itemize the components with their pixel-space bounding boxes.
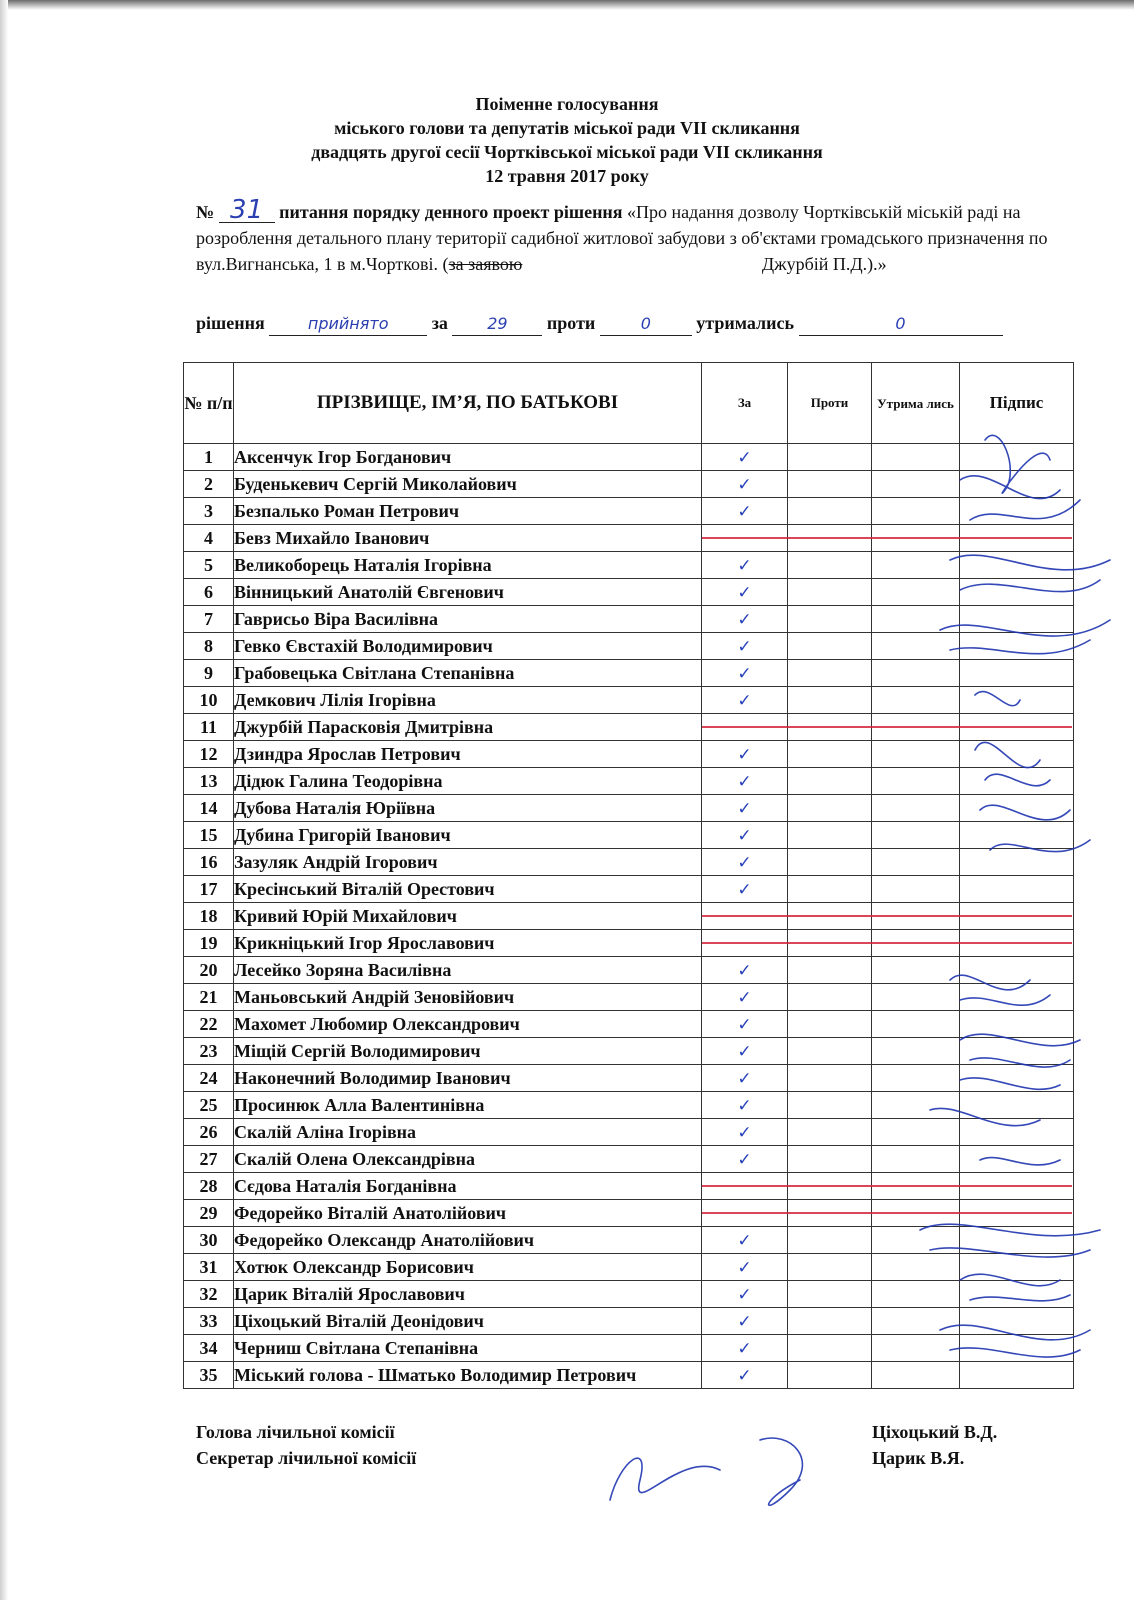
item-label: питання порядку денного проект рішення bbox=[279, 202, 623, 222]
check-mark-icon: ✓ bbox=[737, 555, 752, 576]
row-vote-against bbox=[788, 1119, 872, 1146]
row-signature bbox=[960, 984, 1074, 1011]
table-row bbox=[184, 957, 1074, 984]
row-vote-abstained bbox=[872, 579, 960, 606]
row-vote-for bbox=[702, 957, 788, 984]
table-row bbox=[184, 714, 1074, 741]
header-title: Поіменне голосування bbox=[475, 94, 659, 114]
row-vote-against bbox=[788, 687, 872, 714]
table-row bbox=[184, 1200, 1074, 1227]
row-name: Кресінський Віталій Орестович bbox=[234, 876, 702, 903]
row-signature bbox=[960, 1038, 1074, 1065]
decision-label: рішення bbox=[196, 313, 265, 333]
row-signature bbox=[960, 1146, 1074, 1173]
against-value: 0 bbox=[600, 313, 692, 336]
table-row bbox=[184, 1011, 1074, 1038]
row-vote-abstained bbox=[872, 1038, 960, 1065]
table-row bbox=[184, 768, 1074, 795]
table-row bbox=[184, 579, 1074, 606]
row-vote-for bbox=[702, 768, 788, 795]
row-name: Махомет Любомир Олександрович bbox=[234, 1011, 702, 1038]
row-number: 6 bbox=[184, 579, 234, 606]
row-vote-abstained bbox=[872, 741, 960, 768]
row-vote-abstained bbox=[872, 498, 960, 525]
row-vote-for bbox=[702, 1281, 788, 1308]
row-vote-abstained bbox=[872, 957, 960, 984]
row-vote-for bbox=[702, 579, 788, 606]
row-signature bbox=[960, 1254, 1074, 1281]
scan-edge bbox=[0, 0, 1134, 10]
check-mark-icon: ✓ bbox=[737, 1311, 752, 1332]
check-mark-icon: ✓ bbox=[737, 1257, 752, 1278]
check-mark-icon: ✓ bbox=[737, 1068, 752, 1089]
col-header-number: № п/п bbox=[184, 363, 234, 444]
row-vote-for bbox=[702, 1308, 788, 1335]
row-vote-abstained bbox=[872, 822, 960, 849]
row-name: Федорейко Олександр Анатолійович bbox=[234, 1227, 702, 1254]
table-row bbox=[184, 606, 1074, 633]
row-number: 22 bbox=[184, 1011, 234, 1038]
row-vote-for bbox=[702, 1362, 788, 1389]
row-signature bbox=[960, 957, 1074, 984]
check-mark-icon: ✓ bbox=[737, 636, 752, 657]
row-name: Гаврисьо Віра Василівна bbox=[234, 606, 702, 633]
row-vote-for bbox=[702, 1119, 788, 1146]
row-vote-against bbox=[788, 606, 872, 633]
check-mark-icon: ✓ bbox=[737, 663, 752, 684]
table-row bbox=[184, 849, 1074, 876]
row-signature bbox=[960, 876, 1074, 903]
row-vote-abstained bbox=[872, 606, 960, 633]
agenda-item bbox=[196, 195, 1091, 277]
row-name: Просинюк Алла Валентинівна bbox=[234, 1092, 702, 1119]
check-mark-icon: ✓ bbox=[737, 1041, 752, 1062]
table-row bbox=[184, 903, 1074, 930]
row-name: Скалій Олена Олександрівна bbox=[234, 1146, 702, 1173]
row-number: 29 bbox=[184, 1200, 234, 1227]
row-name: Зазуляк Андрій Ігорович bbox=[234, 849, 702, 876]
row-vote-abstained bbox=[872, 1146, 960, 1173]
table-row bbox=[184, 1308, 1074, 1335]
row-number: 1 bbox=[184, 444, 234, 471]
table-row bbox=[184, 471, 1074, 498]
table-row bbox=[184, 930, 1074, 957]
row-vote-against bbox=[788, 1254, 872, 1281]
row-number: 16 bbox=[184, 849, 234, 876]
commission-footer bbox=[196, 1419, 1056, 1471]
row-name: Скалій Аліна Ігорівна bbox=[234, 1119, 702, 1146]
row-vote-for bbox=[702, 471, 788, 498]
row-name: Наконечний Володимир Іванович bbox=[234, 1065, 702, 1092]
row-vote-for bbox=[702, 687, 788, 714]
row-name: Безпалько Роман Петрович bbox=[234, 498, 702, 525]
table-row bbox=[184, 1227, 1074, 1254]
check-mark-icon: ✓ bbox=[737, 744, 752, 765]
chair-name: Ціхоцький В.Д. bbox=[872, 1422, 998, 1442]
row-number: 20 bbox=[184, 957, 234, 984]
col-header-for: За bbox=[702, 363, 788, 444]
row-name: Демкович Лілія Ігорівна bbox=[234, 687, 702, 714]
row-vote-for bbox=[702, 795, 788, 822]
row-name: Аксенчук Ігор Богданович bbox=[234, 444, 702, 471]
table-row bbox=[184, 984, 1074, 1011]
row-name: Лесейко Зоряна Василівна bbox=[234, 957, 702, 984]
row-vote-against bbox=[788, 1146, 872, 1173]
row-vote-against bbox=[788, 660, 872, 687]
row-vote-abstained bbox=[872, 849, 960, 876]
row-vote-against bbox=[788, 444, 872, 471]
absent-strike-line bbox=[702, 726, 1072, 728]
row-vote-for bbox=[702, 876, 788, 903]
row-vote-for bbox=[702, 498, 788, 525]
row-vote-for bbox=[702, 1227, 788, 1254]
row-vote-against bbox=[788, 633, 872, 660]
row-vote-abstained bbox=[872, 1065, 960, 1092]
row-name: Великоборець Наталія Ігорівна bbox=[234, 552, 702, 579]
row-number: 23 bbox=[184, 1038, 234, 1065]
row-vote-against bbox=[788, 1335, 872, 1362]
check-mark-icon: ✓ bbox=[737, 1122, 752, 1143]
item-number-label: № bbox=[196, 202, 215, 222]
item-number-handwritten: 31 bbox=[219, 198, 275, 223]
row-signature bbox=[960, 1119, 1074, 1146]
table-row bbox=[184, 741, 1074, 768]
row-name: Сєдова Наталія Богданівна bbox=[234, 1173, 702, 1200]
table-row bbox=[184, 1362, 1074, 1389]
row-vote-against bbox=[788, 1065, 872, 1092]
row-vote-against bbox=[788, 849, 872, 876]
row-signature bbox=[960, 822, 1074, 849]
row-signature bbox=[960, 633, 1074, 660]
row-number: 4 bbox=[184, 525, 234, 552]
table-row bbox=[184, 1281, 1074, 1308]
row-vote-for bbox=[702, 1146, 788, 1173]
row-vote-against bbox=[788, 1092, 872, 1119]
table-row bbox=[184, 498, 1074, 525]
row-number: 27 bbox=[184, 1146, 234, 1173]
check-mark-icon: ✓ bbox=[737, 1095, 752, 1116]
table-header-row bbox=[184, 363, 1074, 444]
check-mark-icon: ✓ bbox=[737, 447, 752, 468]
row-signature bbox=[960, 1308, 1074, 1335]
row-vote-for bbox=[702, 903, 788, 930]
row-signature bbox=[960, 1011, 1074, 1038]
row-vote-against bbox=[788, 768, 872, 795]
row-vote-abstained bbox=[872, 687, 960, 714]
row-vote-abstained bbox=[872, 1335, 960, 1362]
row-name: Хотюк Олександр Борисович bbox=[234, 1254, 702, 1281]
row-vote-against bbox=[788, 741, 872, 768]
row-vote-for bbox=[702, 1254, 788, 1281]
row-number: 14 bbox=[184, 795, 234, 822]
table-row bbox=[184, 1119, 1074, 1146]
check-mark-icon: ✓ bbox=[737, 1230, 752, 1251]
row-number: 25 bbox=[184, 1092, 234, 1119]
row-vote-against bbox=[788, 957, 872, 984]
row-number: 2 bbox=[184, 471, 234, 498]
row-name: Дубина Григорій Іванович bbox=[234, 822, 702, 849]
check-mark-icon: ✓ bbox=[737, 771, 752, 792]
table-body bbox=[184, 444, 1074, 1389]
table-row bbox=[184, 687, 1074, 714]
check-mark-icon: ✓ bbox=[737, 960, 752, 981]
secretary-label: Секретар лічильної комісії bbox=[196, 1448, 417, 1468]
row-name: Буденькевич Сергій Миколайович bbox=[234, 471, 702, 498]
row-number: 32 bbox=[184, 1281, 234, 1308]
row-vote-abstained bbox=[872, 660, 960, 687]
for-label: за bbox=[431, 313, 448, 333]
absent-strike-line bbox=[702, 915, 1072, 917]
row-signature bbox=[960, 795, 1074, 822]
row-name: Маньовський Андрій Зеновійович bbox=[234, 984, 702, 1011]
row-number: 13 bbox=[184, 768, 234, 795]
row-vote-against bbox=[788, 579, 872, 606]
row-number: 15 bbox=[184, 822, 234, 849]
row-vote-for bbox=[702, 1092, 788, 1119]
row-vote-for bbox=[702, 660, 788, 687]
table-row bbox=[184, 1065, 1074, 1092]
row-vote-against bbox=[788, 471, 872, 498]
row-signature bbox=[960, 687, 1074, 714]
row-vote-abstained bbox=[872, 795, 960, 822]
row-number: 33 bbox=[184, 1308, 234, 1335]
row-signature bbox=[960, 444, 1074, 471]
row-vote-against bbox=[788, 876, 872, 903]
row-signature bbox=[960, 579, 1074, 606]
row-vote-for bbox=[702, 525, 788, 552]
row-vote-abstained bbox=[872, 552, 960, 579]
table-row bbox=[184, 1254, 1074, 1281]
row-vote-for bbox=[702, 1065, 788, 1092]
row-signature bbox=[960, 1362, 1074, 1389]
col-header-abstained: Утрима лись bbox=[872, 363, 960, 444]
row-vote-for bbox=[702, 849, 788, 876]
row-vote-for bbox=[702, 822, 788, 849]
row-name: Дзиндра Ярослав Петрович bbox=[234, 741, 702, 768]
check-mark-icon: ✓ bbox=[737, 879, 752, 900]
table-row bbox=[184, 1146, 1074, 1173]
row-vote-for bbox=[702, 633, 788, 660]
check-mark-icon: ✓ bbox=[737, 852, 752, 873]
row-name: Дубова Наталія Юріївна bbox=[234, 795, 702, 822]
voting-table bbox=[183, 362, 1074, 1389]
row-number: 8 bbox=[184, 633, 234, 660]
abstained-value: 0 bbox=[799, 313, 1003, 336]
row-vote-abstained bbox=[872, 1281, 960, 1308]
col-header-signature: Підпис bbox=[960, 363, 1074, 444]
against-label: проти bbox=[546, 313, 596, 333]
col-header-against: Проти bbox=[788, 363, 872, 444]
check-mark-icon: ✓ bbox=[737, 501, 752, 522]
check-mark-icon: ✓ bbox=[737, 474, 752, 495]
table-row bbox=[184, 552, 1074, 579]
table-row bbox=[184, 1092, 1074, 1119]
check-mark-icon: ✓ bbox=[737, 1338, 752, 1359]
item-text-end: Джурбій П.Д.).» bbox=[757, 254, 887, 274]
row-vote-for bbox=[702, 741, 788, 768]
row-name: Джурбій Парасковія Дмитрівна bbox=[234, 714, 702, 741]
absent-strike-line bbox=[702, 1212, 1072, 1214]
row-number: 26 bbox=[184, 1119, 234, 1146]
row-number: 3 bbox=[184, 498, 234, 525]
row-vote-for bbox=[702, 552, 788, 579]
row-vote-abstained bbox=[872, 444, 960, 471]
row-signature bbox=[960, 1335, 1074, 1362]
row-signature bbox=[960, 471, 1074, 498]
row-signature bbox=[960, 849, 1074, 876]
row-number: 28 bbox=[184, 1173, 234, 1200]
row-vote-for bbox=[702, 444, 788, 471]
row-number: 11 bbox=[184, 714, 234, 741]
check-mark-icon: ✓ bbox=[737, 798, 752, 819]
row-name: Міський голова - Шматько Володимир Петрович bbox=[234, 1362, 702, 1389]
secretary-name: Царик В.Я. bbox=[872, 1448, 965, 1468]
table-row bbox=[184, 1038, 1074, 1065]
row-vote-abstained bbox=[872, 1011, 960, 1038]
row-signature bbox=[960, 741, 1074, 768]
row-signature bbox=[960, 1281, 1074, 1308]
row-number: 21 bbox=[184, 984, 234, 1011]
row-name: Черниш Світлана Степанівна bbox=[234, 1335, 702, 1362]
row-name: Вінницький Анатолій Євгенович bbox=[234, 579, 702, 606]
row-name: Гевко Євстахій Володимирович bbox=[234, 633, 702, 660]
row-vote-abstained bbox=[872, 1254, 960, 1281]
row-name: Кривий Юрій Михайлович bbox=[234, 903, 702, 930]
row-name: Крикніцький Ігор Ярославович bbox=[234, 930, 702, 957]
row-vote-for bbox=[702, 1038, 788, 1065]
absent-strike-line bbox=[702, 1185, 1072, 1187]
row-vote-for bbox=[702, 1335, 788, 1362]
row-number: 12 bbox=[184, 741, 234, 768]
row-number: 31 bbox=[184, 1254, 234, 1281]
table-row bbox=[184, 795, 1074, 822]
row-vote-against bbox=[788, 795, 872, 822]
row-name: Дідюк Галина Теодорівна bbox=[234, 768, 702, 795]
decision-value: прийнято bbox=[269, 313, 427, 336]
table-row bbox=[184, 876, 1074, 903]
row-vote-for bbox=[702, 1200, 788, 1227]
row-name: Царик Віталій Ярославович bbox=[234, 1281, 702, 1308]
chair-label: Голова лічильної комісії bbox=[196, 1422, 395, 1442]
row-vote-for bbox=[702, 984, 788, 1011]
row-number: 24 bbox=[184, 1065, 234, 1092]
row-signature bbox=[960, 1092, 1074, 1119]
row-vote-abstained bbox=[872, 633, 960, 660]
row-vote-against bbox=[788, 498, 872, 525]
row-vote-against bbox=[788, 984, 872, 1011]
row-vote-abstained bbox=[872, 1092, 960, 1119]
check-mark-icon: ✓ bbox=[737, 825, 752, 846]
row-vote-abstained bbox=[872, 1119, 960, 1146]
row-signature bbox=[960, 768, 1074, 795]
row-vote-against bbox=[788, 552, 872, 579]
row-name: Федорейко Віталій Анатолійович bbox=[234, 1200, 702, 1227]
row-number: 18 bbox=[184, 903, 234, 930]
row-signature bbox=[960, 606, 1074, 633]
row-signature bbox=[960, 552, 1074, 579]
table-row bbox=[184, 1173, 1074, 1200]
item-text: «Про надання дозволу Чортківській міській раді на розроблення детального плану території садибної житлової забудови з об'єктами громадського призначення по вул.Вигнанська, 1 в м.Чорткові. ( bbox=[196, 202, 1048, 274]
scan-edge bbox=[0, 0, 8, 1600]
for-value: 29 bbox=[452, 313, 542, 336]
row-number: 9 bbox=[184, 660, 234, 687]
row-vote-for bbox=[702, 1173, 788, 1200]
table-row bbox=[184, 525, 1074, 552]
row-vote-for bbox=[702, 714, 788, 741]
col-header-name: ПРІЗВИЩЕ, ІМ’Я, ПО БАТЬКОВІ bbox=[234, 363, 702, 444]
table-row bbox=[184, 822, 1074, 849]
row-vote-abstained bbox=[872, 471, 960, 498]
row-vote-abstained bbox=[872, 1227, 960, 1254]
row-signature bbox=[960, 660, 1074, 687]
row-vote-for bbox=[702, 930, 788, 957]
check-mark-icon: ✓ bbox=[737, 582, 752, 603]
row-vote-for bbox=[702, 606, 788, 633]
row-signature bbox=[960, 1227, 1074, 1254]
absent-strike-line bbox=[702, 942, 1072, 944]
document-header bbox=[0, 92, 1134, 188]
row-vote-for bbox=[702, 1011, 788, 1038]
check-mark-icon: ✓ bbox=[737, 1284, 752, 1305]
row-name: Бевз Михайло Іванович bbox=[234, 525, 702, 552]
row-number: 30 bbox=[184, 1227, 234, 1254]
row-name: Грабовецька Світлана Степанівна bbox=[234, 660, 702, 687]
table-row bbox=[184, 660, 1074, 687]
row-vote-against bbox=[788, 822, 872, 849]
row-vote-abstained bbox=[872, 984, 960, 1011]
header-subtitle: міського голови та депутатів міської ради VII скликання bbox=[334, 118, 800, 138]
check-mark-icon: ✓ bbox=[737, 1014, 752, 1035]
row-signature bbox=[960, 498, 1074, 525]
check-mark-icon: ✓ bbox=[737, 1365, 752, 1386]
row-vote-abstained bbox=[872, 1362, 960, 1389]
row-signature bbox=[960, 1065, 1074, 1092]
check-mark-icon: ✓ bbox=[737, 1149, 752, 1170]
row-vote-against bbox=[788, 1227, 872, 1254]
row-number: 17 bbox=[184, 876, 234, 903]
check-mark-icon: ✓ bbox=[737, 609, 752, 630]
item-text-struck: за заявою bbox=[448, 254, 523, 274]
row-name: Ціхоцький Віталій Деонідович bbox=[234, 1308, 702, 1335]
row-name: Міщій Сергій Володимирович bbox=[234, 1038, 702, 1065]
row-vote-against bbox=[788, 1011, 872, 1038]
row-number: 5 bbox=[184, 552, 234, 579]
row-number: 7 bbox=[184, 606, 234, 633]
table-row bbox=[184, 444, 1074, 471]
row-number: 34 bbox=[184, 1335, 234, 1362]
row-vote-abstained bbox=[872, 876, 960, 903]
row-vote-abstained bbox=[872, 768, 960, 795]
table-row bbox=[184, 1335, 1074, 1362]
header-session: двадцять другої сесії Чортківської міської ради VII скликання bbox=[311, 142, 823, 162]
row-vote-against bbox=[788, 1362, 872, 1389]
row-vote-against bbox=[788, 1038, 872, 1065]
row-number: 35 bbox=[184, 1362, 234, 1389]
check-mark-icon: ✓ bbox=[737, 690, 752, 711]
absent-strike-line bbox=[702, 537, 1072, 539]
row-vote-against bbox=[788, 1281, 872, 1308]
check-mark-icon: ✓ bbox=[737, 987, 752, 1008]
header-date: 12 травня 2017 року bbox=[485, 166, 649, 186]
row-number: 19 bbox=[184, 930, 234, 957]
row-vote-abstained bbox=[872, 1308, 960, 1335]
row-number: 10 bbox=[184, 687, 234, 714]
decision-line bbox=[196, 310, 1096, 336]
abstained-label: утримались bbox=[696, 313, 794, 333]
row-vote-against bbox=[788, 1308, 872, 1335]
table-row bbox=[184, 633, 1074, 660]
